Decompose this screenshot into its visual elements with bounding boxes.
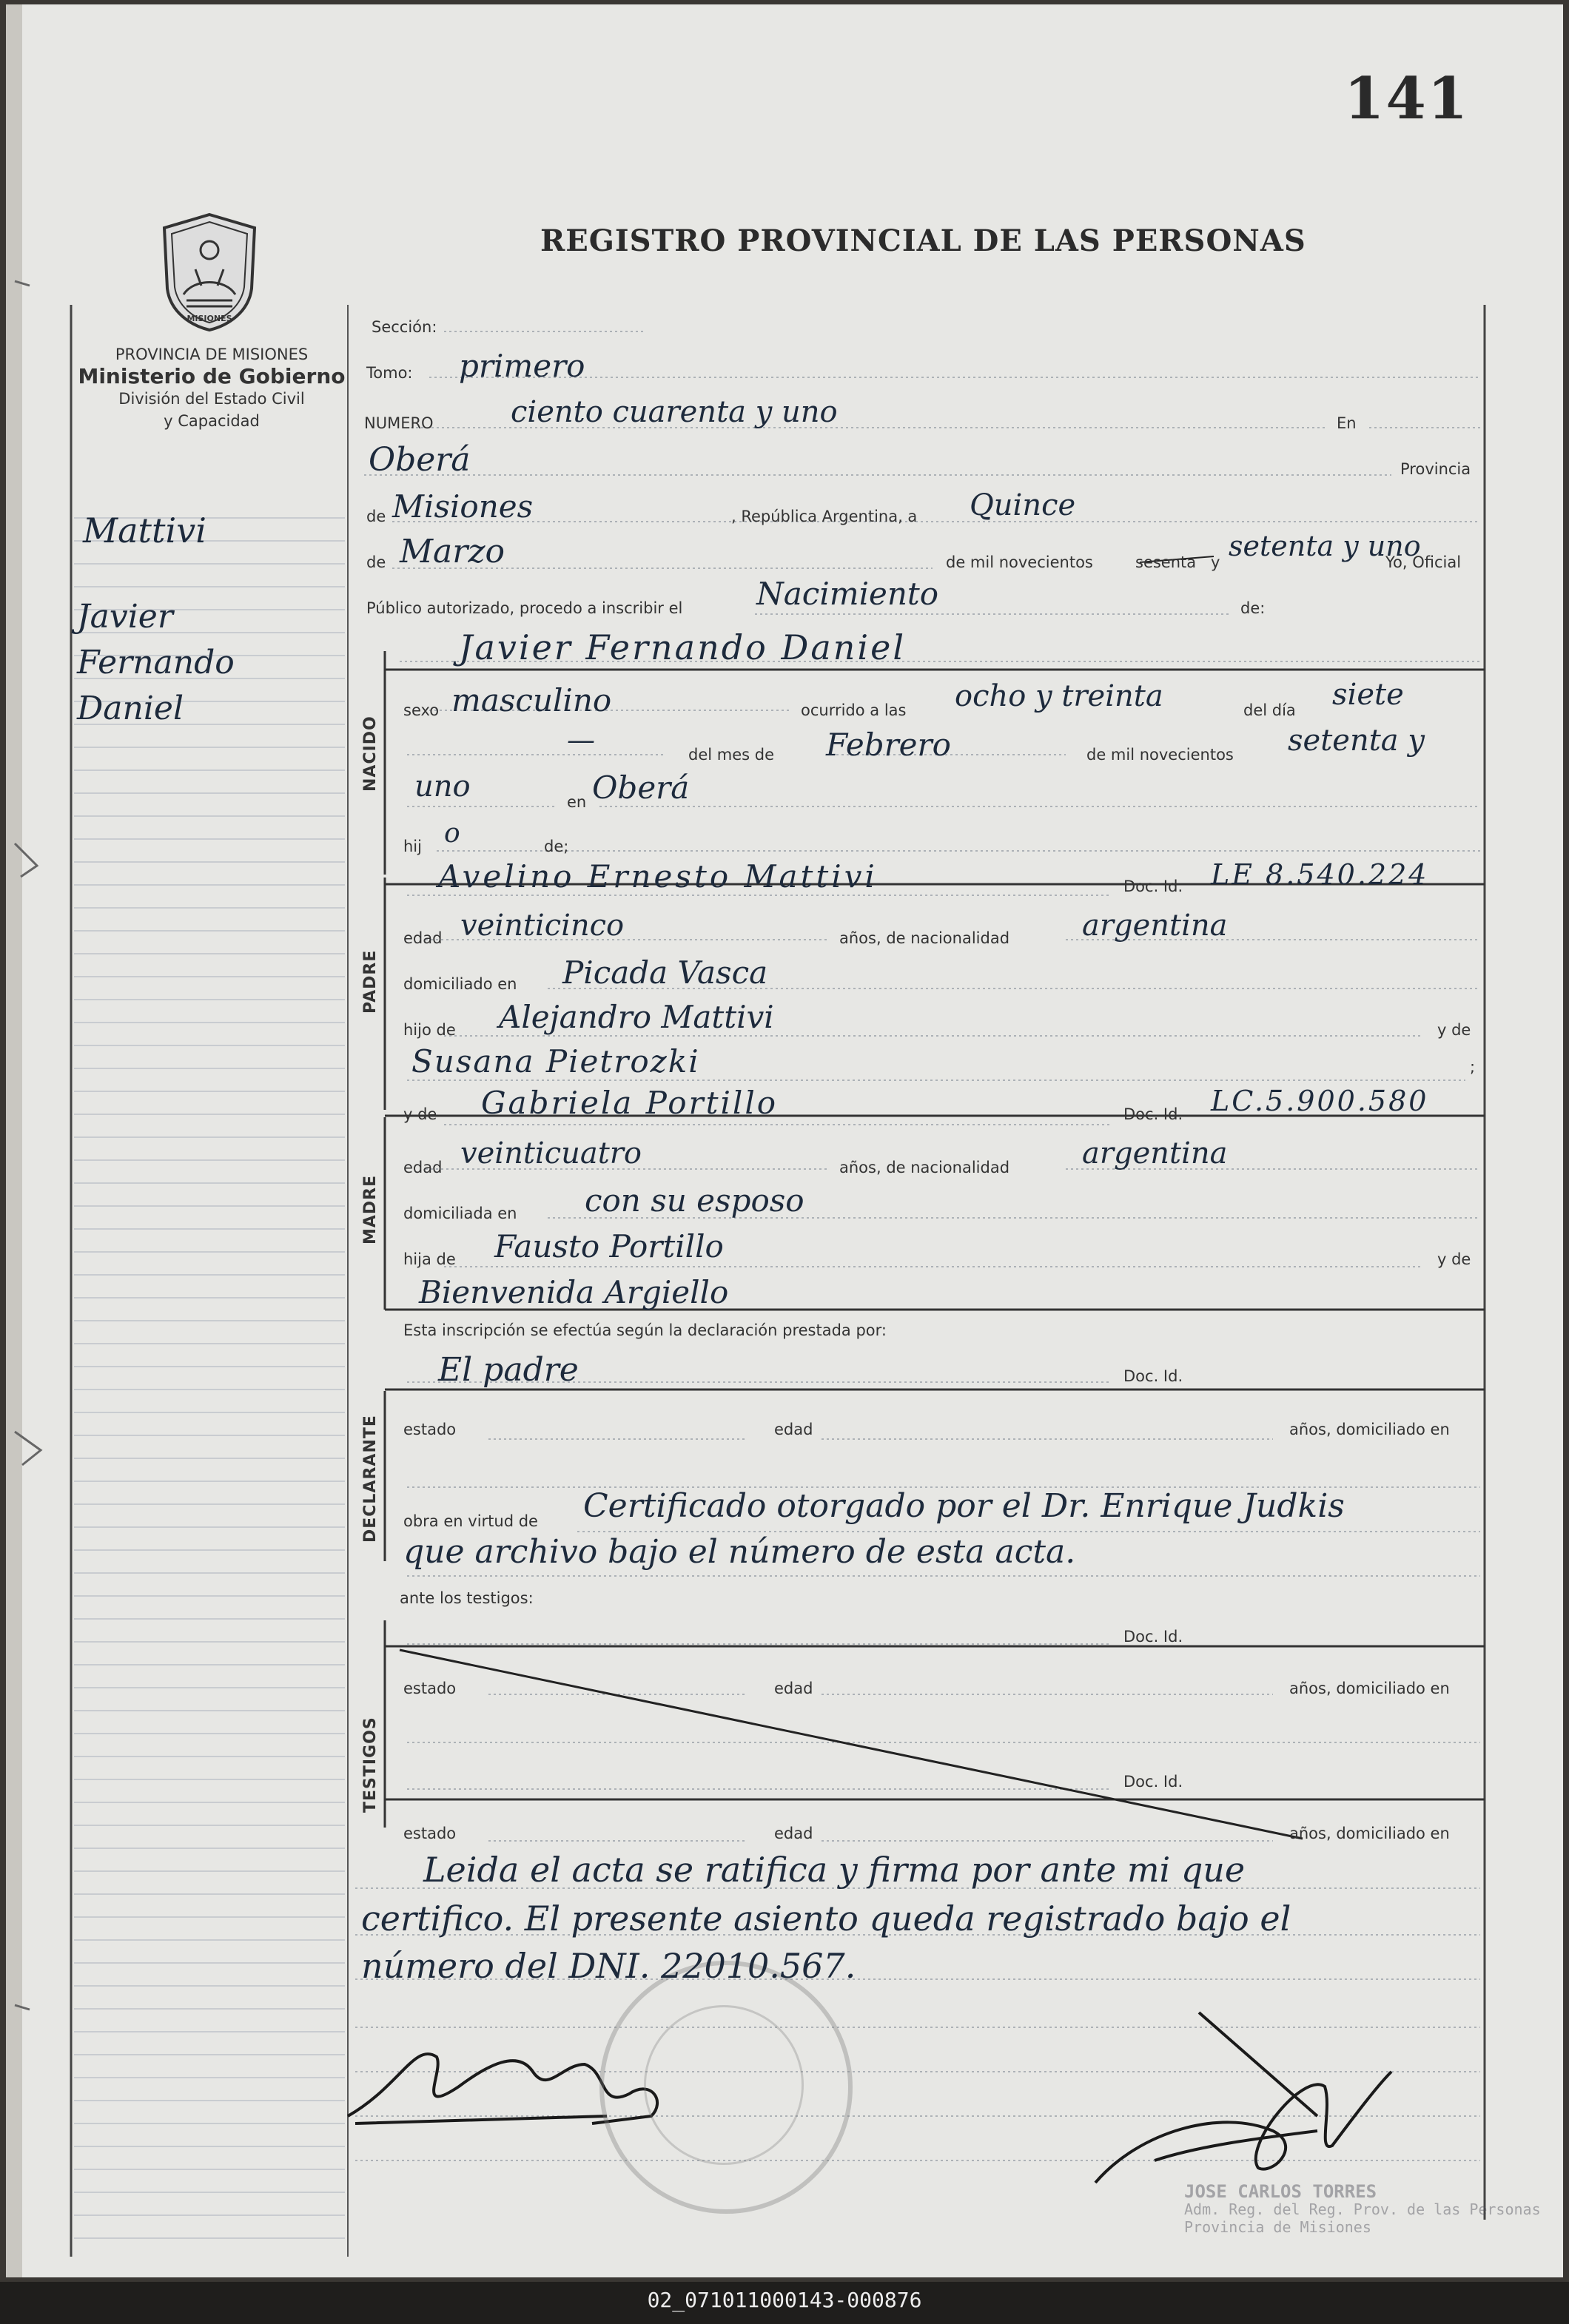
label-doc-id-padre: Doc. Id. [1123,878,1183,895]
hw-dash: — [567,724,595,756]
stamp-line2: Adm. Reg. del Reg. Prov. de las Personas [1184,2200,1541,2218]
hw-madre-nombre: Gabriela Portillo [481,1085,779,1121]
hw-dia: Quince [970,488,1076,522]
label-obra: obra en virtud de [403,1512,538,1530]
label-edad-testigo-1: edad [774,1680,813,1697]
label-anos-nac-madre: años, de nacionalidad [839,1159,1010,1176]
seal-bottom-text: MISIONES [187,314,232,323]
official-name-stamp [1184,2183,1541,2236]
binding-stitches [15,281,41,2010]
hw-cierre-2: certifico. El presente asiento queda registrado bajo el [361,1899,1291,1939]
official-round-stamp-inner [644,2005,804,2165]
label-doc-id-testigo-1: Doc. Id. [1123,1628,1183,1646]
margin-given-3: Daniel [77,690,184,727]
left-column-header [71,343,352,432]
label-edad-declarante: edad [774,1421,813,1438]
testigos-strike-line [400,1650,1303,1839]
hw-obra-2: que archivo bajo el número de esta acta. [403,1533,1076,1571]
label-semicolon: ; [1470,1058,1476,1076]
label-yo-oficial: Yo, Oficial [1385,553,1462,571]
left-column-rules [74,518,345,2238]
provincial-seal-icon [157,212,262,333]
label-doc-id-madre: Doc. Id. [1123,1105,1183,1123]
label-de-semi: de; [544,838,569,855]
label-estado-declarante: estado [403,1421,457,1438]
hw-anio: setenta y uno [1229,530,1421,562]
label-del-mes: del mes de [688,746,775,764]
label-hijo-de: hijo de [403,1021,456,1039]
hw-cierre-3: número del DNI. 22010.567. [361,1946,856,1986]
section-madre: MADRE [361,1174,380,1244]
label-numero: NUMERO [364,414,434,432]
label-anos-dom-testigo-1: años, domiciliado en [1289,1680,1450,1697]
right-signature [1095,2013,1391,2183]
label-tomo: Tomo: [366,364,413,382]
hw-mes-nac: Febrero [826,727,951,763]
label-ocurrido: ocurrido a las [801,701,907,719]
margin-surname: Mattivi [83,511,206,550]
label-doc-id-declarante: Doc. Id. [1123,1367,1183,1385]
section-testigos: TESTIGOS [361,1717,380,1813]
hw-padre-edad: veinticinco [460,909,625,943]
label-hija-de: hija de [403,1250,456,1268]
label-y-de-madre-2: y de [1437,1250,1471,1268]
label-hij: hij [403,838,422,855]
hw-hora: ocho y treinta [955,679,1163,713]
label-anos-dom-testigo-2: años, domiciliado en [1289,1825,1450,1842]
footer-label: 02_071011000143-000876 [647,2288,922,2312]
hw-tomo: primero [459,348,585,384]
label-ante: ante los testigos: [400,1589,534,1607]
hw-padre-doc: LE 8.540.224 [1211,858,1429,891]
label-anos-dom-declarante: años, domiciliado en [1289,1421,1450,1438]
label-declaracion: Esta inscripción se efectúa según la declaración prestada por: [403,1321,887,1339]
hw-padre-dom: Picada Vasca [562,954,768,991]
hw-declarante: El padre [438,1351,579,1389]
label-en-lower: en [567,793,587,811]
hw-mes: Marzo [400,533,505,570]
hw-padre-hijo-de-2: Susana Pietrozki [411,1043,700,1080]
stamp-line3: Provincia de Misiones [1184,2218,1371,2236]
hw-anio-nac-1: setenta y [1288,724,1425,758]
hw-numero: ciento cuarenta y uno [511,395,838,429]
label-sexo: sexo [403,701,440,719]
label-republica: , República Argentina, a [731,508,918,525]
hw-anio-nac-2: uno [414,769,471,804]
label-de-mil-nov: de mil novecientos [1086,746,1234,764]
label-y-de-madre: y de [403,1105,437,1123]
hw-padre-hijo-de-1: Alejandro Mattivi [499,999,774,1035]
margin-given-2: Fernando [77,644,235,681]
page-title: REGISTRO PROVINCIAL DE LAS PERSONAS [540,223,1306,258]
hw-hij-suffix: o [444,818,460,849]
hw-padre-nombre: Avelino Ernesto Mattivi [438,858,878,895]
label-provincia: Provincia [1400,460,1471,478]
label-sesenta-struck: sesenta [1135,553,1197,571]
hw-provincia: Misiones [392,488,534,525]
hw-madre-edad: veinticuatro [460,1136,642,1171]
label-estado-testigo-1: estado [403,1680,457,1697]
section-nacido: NACIDO [361,715,380,792]
hw-sexo: masculino [451,682,612,718]
ministry-name: Ministerio de Gobierno [78,364,346,388]
margin-given-1: Javier [77,598,173,636]
label-de-1: de [366,508,386,525]
label-seccion: Sección: [372,318,437,336]
label-edad-madre: edad [403,1159,443,1176]
hw-madre-hija-de-2: Bienvenida Argiello [419,1274,729,1310]
hw-nombre: Javier Fernando Daniel [459,627,907,667]
label-de-colon: de: [1240,599,1266,617]
label-y-de-padre: y de [1437,1021,1471,1039]
label-edad-padre: edad [403,929,443,947]
hw-cierre-1: Leida el acta se ratifica y firma por ante mi que [423,1850,1246,1890]
hw-padre-nac: argentina [1082,909,1228,943]
section-padre: PADRE [361,949,380,1014]
label-edad-testigo-2: edad [774,1825,813,1842]
hw-lugar-nac: Oberá [592,769,690,806]
label-domiciliada-en: domiciliada en [403,1205,517,1222]
label-publico: Público autorizado, procedo a inscribir el [366,599,683,617]
section-declarante: DECLARANTE [361,1415,380,1543]
label-y-1: y [1211,553,1220,571]
hw-madre-hija-de-1: Fausto Portillo [494,1228,724,1264]
division-line2: y Capacidad [164,412,260,430]
hw-dia-nac: siete [1332,678,1404,712]
hw-acto: Nacimiento [756,576,939,612]
label-de-mil: de mil novecientos [946,553,1093,571]
hw-madre-doc: LC.5.900.580 [1211,1085,1429,1117]
hw-obra-1: Certificado otorgado por el Dr. Enrique Judkis [583,1487,1345,1525]
label-estado-testigo-2: estado [403,1825,457,1842]
label-de-2: de [366,553,386,571]
hw-madre-nac: argentina [1082,1136,1228,1171]
hw-lugar: Oberá [369,441,471,479]
stamp-line1: JOSE CARLOS TORRES [1184,2181,1377,2202]
hw-madre-dom: con su esposo [585,1182,804,1219]
label-en: En [1337,414,1357,432]
label-del-dia: del día [1243,701,1296,719]
label-domiciliado-en: domiciliado en [403,975,517,993]
folio-number: 141 [1344,65,1469,132]
label-anos-nac-padre: años, de nacionalidad [839,929,1010,947]
province-name: PROVINCIA DE MISIONES [115,346,309,363]
label-doc-id-testigo-2: Doc. Id. [1123,1773,1183,1791]
division-line1: División del Estado Civil [118,390,305,408]
